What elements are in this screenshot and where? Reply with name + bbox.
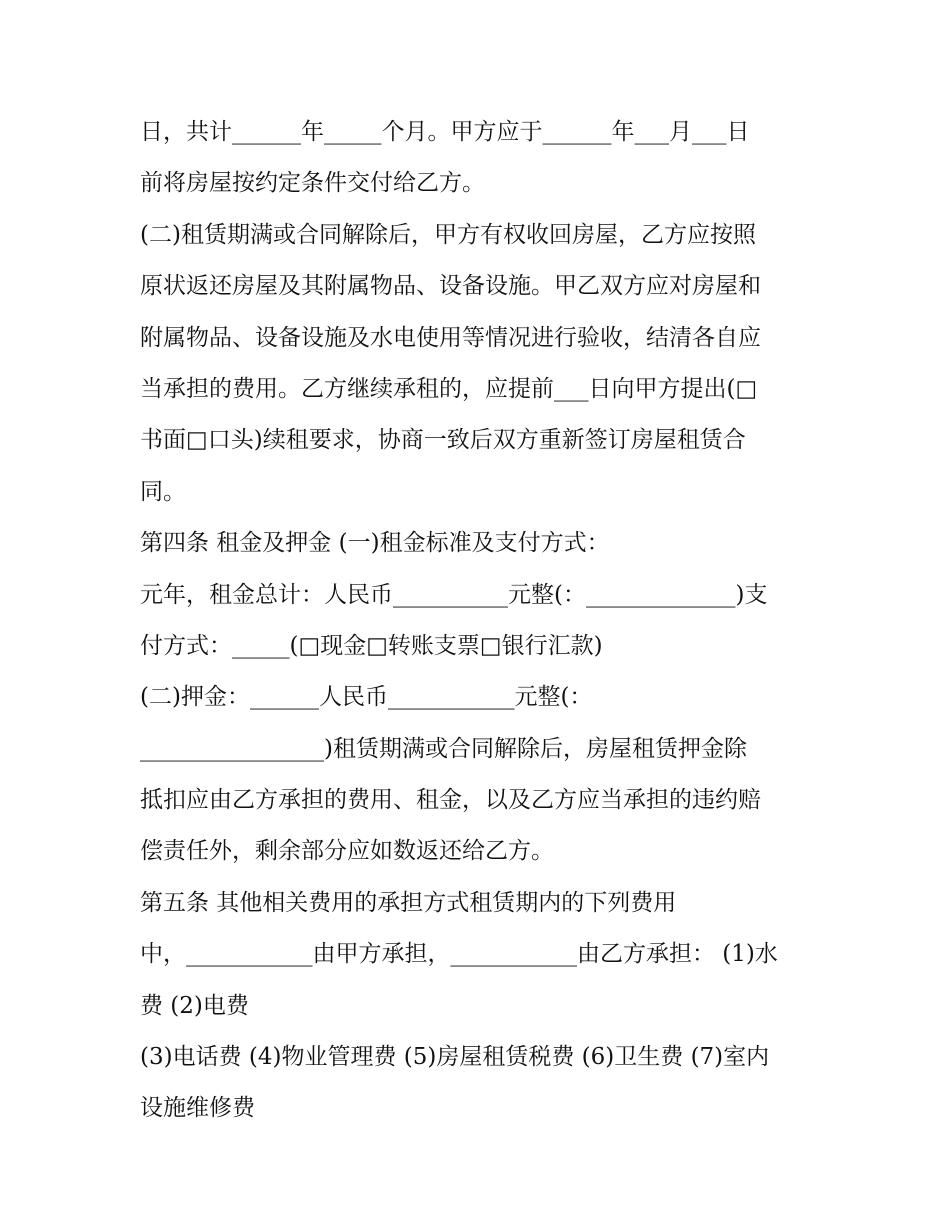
text-line-5: 附属物品、设备设施及水电使用等情况进行验收，结清各自应: [140, 324, 761, 351]
text-line-14: 抵扣应由乙方承担的费用、租金，以及乙方应当承担的违约赔: [140, 787, 761, 814]
text-line-19: (3)电话费 (4)物业管理费 (5)房屋租赁税费 (6)卫生费 (7)室内: [140, 1044, 770, 1071]
text-line-15: 偿责任外，剩余部分应如数返还给乙方。: [140, 838, 554, 865]
text-line-7: 书面□口头)续租要求，协商一致后双方重新签订房屋租赁合: [140, 427, 746, 454]
text-line-18: 费 (2)电费: [140, 992, 249, 1019]
text-line-16: 第五条 其他相关费用的承担方式租赁期内的下列费用: [140, 889, 677, 916]
text-line-12: (二)押金：______人民币___________元整(：: [140, 684, 593, 711]
text-line-2: 前将房屋按约定条件交付给乙方。: [140, 170, 485, 197]
text-line-6: 当承担的费用。乙方继续承租的，应提前___日向甲方提出(□: [140, 375, 758, 402]
text-line-8: 同。: [140, 478, 186, 505]
document-page: [140, 107, 830, 1135]
text-line-9: 第四条 租金及押金 (一)租金标准及支付方式：: [140, 530, 610, 557]
text-line-13: ________________)租赁期满或合同解除后，房屋租赁押金除: [140, 735, 747, 762]
text-line-11: 付方式：_____(□现金□转账支票□银行汇款): [140, 632, 603, 659]
text-line-20: 设施维修费: [140, 1095, 255, 1122]
text-line-10: 元年，租金总计：人民币__________元整(：_____________)支: [140, 581, 768, 608]
text-line-4: 原状返还房屋及其附属物品、设备设施。甲乙双方应对房屋和: [140, 273, 761, 300]
text-line-1: 日，共计______年_____个月。甲方应于______年___月___日: [140, 119, 750, 145]
text-line-17: 中，___________由甲方承担，___________由乙方承担： (1)水: [140, 941, 778, 968]
text-line-3: (二)租赁期满或合同解除后，甲方有权收回房屋，乙方应按照: [140, 221, 756, 248]
